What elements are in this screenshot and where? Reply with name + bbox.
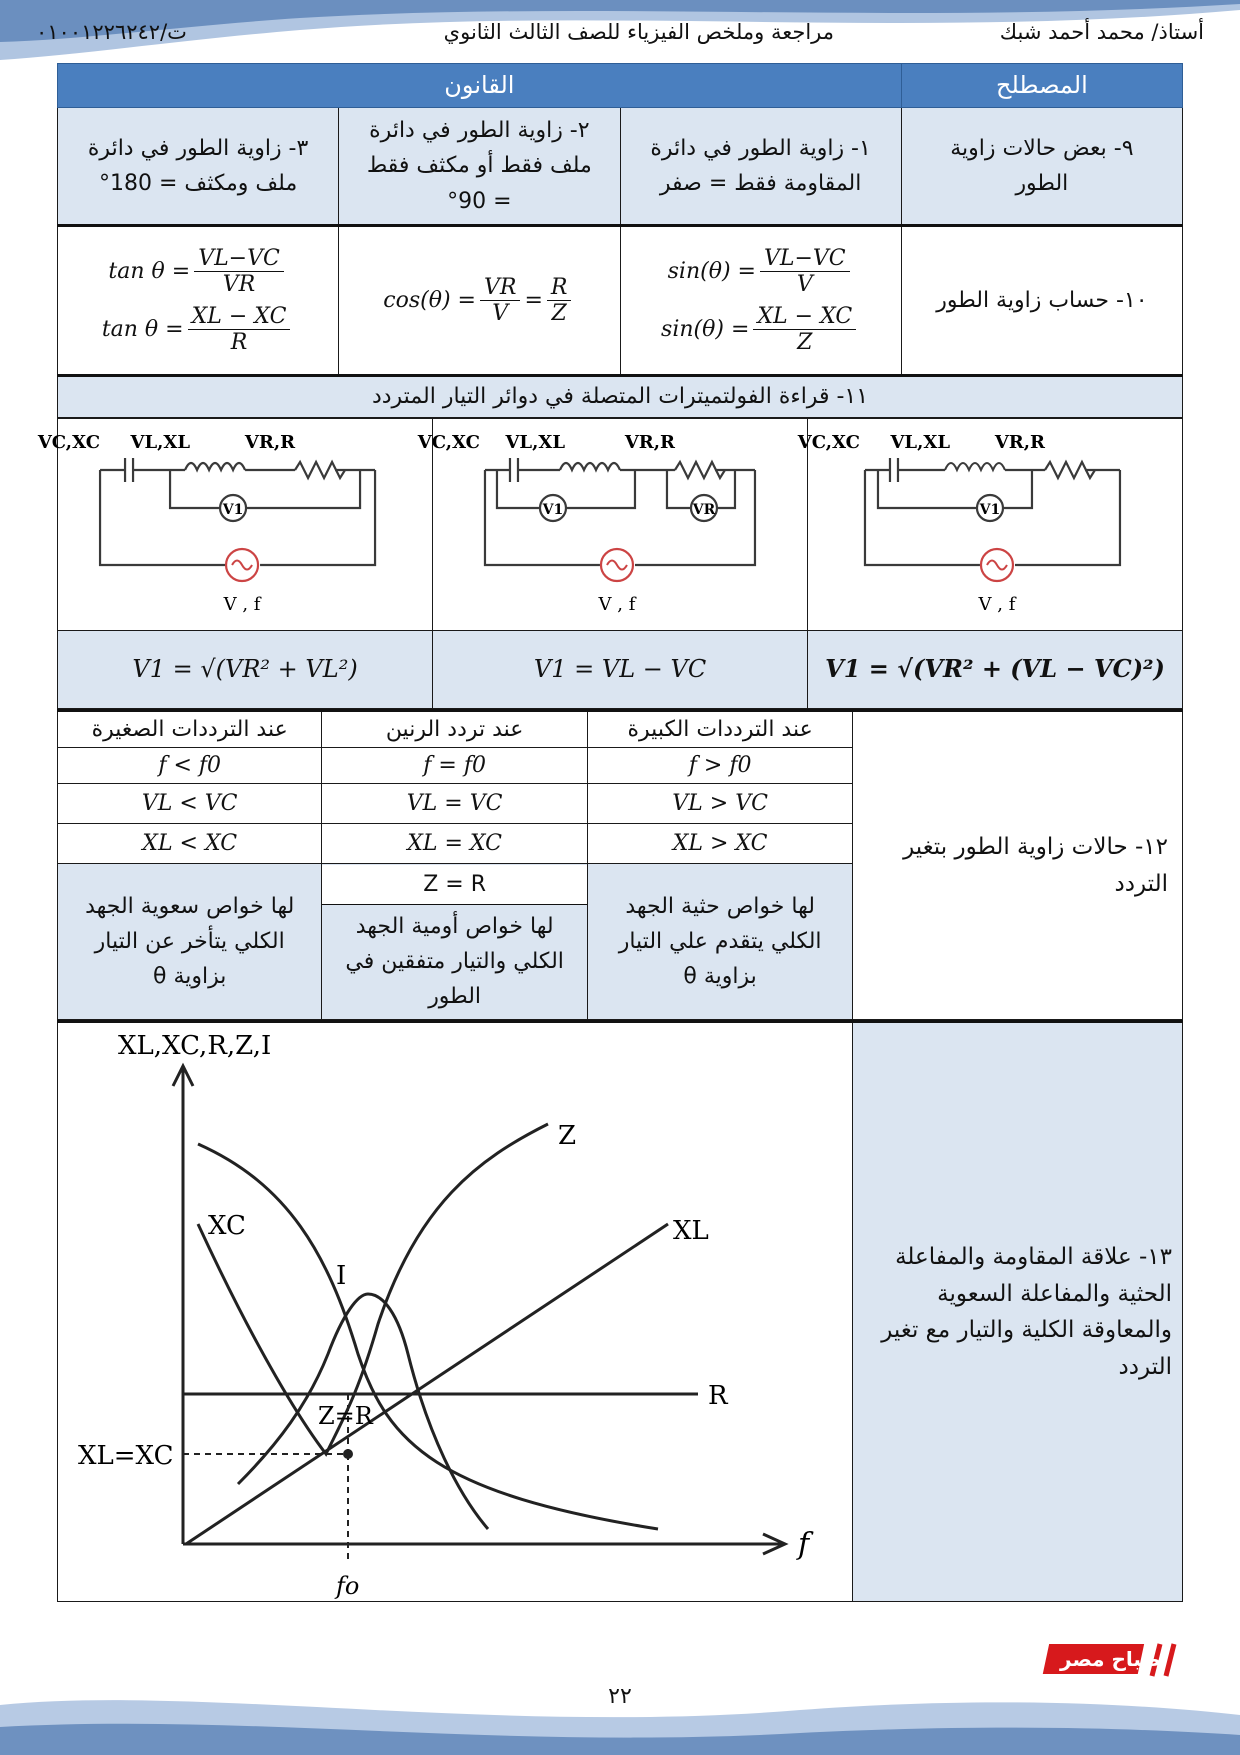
vl-label: VL,XL (505, 431, 566, 453)
low-f-text: f < f0 (158, 753, 222, 779)
v1-eq-left (58, 631, 433, 709)
page-header (36, 14, 1204, 50)
graph-table (57, 1020, 1183, 1602)
bottom-decoration (0, 1665, 1240, 1755)
row11-title: ١١- قراءة الفولتميترات المتصلة في دوائر التيار المتردد (58, 376, 1183, 418)
sin-eq1-num: VL−VC (760, 246, 850, 272)
circuit-left (37, 419, 433, 631)
vr-label: VR,R (994, 431, 1046, 453)
cos-eq-lhs: cos(θ) = (383, 287, 476, 313)
high-freq-v (587, 784, 853, 824)
resonance-x (322, 824, 588, 864)
voltmeter-table (37, 418, 1183, 709)
x-axis-label: f (798, 1527, 810, 1563)
circuit-middle (417, 419, 808, 631)
sin-eq2-num: XL − XC (753, 304, 856, 330)
high-freq-title: عند الترددات الكبيرة (587, 711, 853, 748)
high-freq-properties: لها خواص حثية الجهد الكلي يتقدم علي التيار بزاوية θ (587, 864, 853, 1020)
y-axis-label: XL,XC,R,Z,I (118, 1031, 272, 1062)
summary-table (57, 63, 1183, 418)
row9-case2: ٢- زاوية الطور في دائرة ملف فقط أو مكثف فقط = 90° (339, 108, 620, 226)
resonance-prop-text: لها خواص أومية الجهد الكلي والتيار متفقين في الطور (345, 914, 564, 1010)
f0-label: fo (336, 1572, 360, 1601)
cos-eq: cos(θ) = $\frac{VR}{V}$ = $\frac{R}{Z}$ (383, 275, 575, 327)
cos-formula (339, 226, 620, 376)
row9-term: ٩- بعض حالات زاوية الطور (901, 108, 1182, 226)
frequency-graph (58, 1024, 848, 1600)
vr-label: VR,R (244, 431, 296, 453)
high-x-text: XL > XC (672, 831, 768, 857)
tan-eq2-lhs: tan θ = (101, 316, 184, 342)
sin-formulas (620, 226, 901, 376)
teacher-name: أستاذ/ محمد أحمد شبك (999, 20, 1204, 44)
vl-label: VL,XL (890, 431, 951, 453)
sin-eq1 (668, 246, 854, 298)
low-freq-properties: لها خواص سعوية الجهد الكلي يتأخر عن التيار بزاوية θ (58, 864, 322, 1020)
xc-label: XC (208, 1211, 246, 1242)
v1-eq-left-text: V1 = √(VR² + VL²) (132, 655, 358, 684)
r-label: R (708, 1381, 728, 1412)
vr-meter-label: VR (692, 501, 716, 518)
xl-eq-xc-label: XL=XC (78, 1441, 174, 1472)
source-label: V , f (223, 593, 261, 615)
tan-eq1-num: VL−VC (194, 246, 284, 272)
tan-eq1-den: VR (222, 272, 256, 298)
summary-table-container (37, 63, 1183, 1602)
row12-term: ١٢- حالات زاوية الطور بتغير التردد (853, 711, 1183, 1020)
v1-label: V1 (222, 501, 244, 518)
sin-eq2-den: Z (797, 329, 813, 355)
resonance-z-eq: Z = R (322, 865, 587, 905)
vr-label: VR,R (624, 431, 676, 453)
vc-label: VC,XC (417, 431, 481, 453)
tan-eq1 (108, 246, 287, 298)
source-label: V , f (598, 593, 636, 615)
intersection-point (343, 1449, 353, 1459)
header-title: مراجعة وملخص الفيزياء للصف الثالث الثانوي (443, 20, 834, 44)
low-freq-title: عند الترددات الصغيرة (58, 711, 322, 748)
z-label: Z (558, 1121, 577, 1152)
vc-label: VC,XC (797, 431, 861, 453)
low-freq-x (58, 824, 322, 864)
sin-eq1-den: V (796, 272, 813, 298)
sin-eq2 (661, 304, 860, 356)
vl-label: VL,XL (130, 431, 191, 453)
low-x-text: XL < XC (142, 831, 238, 857)
column-header-law: القانون (58, 64, 902, 108)
v1-eq-right-text: V1 = √(VR² + (VL − VC)²) (825, 654, 1165, 684)
tan-eq1-lhs: tan θ = (108, 258, 191, 284)
low-v-text: VL < VC (141, 791, 238, 817)
circuit-diagram-middle (417, 420, 807, 630)
xl-label: XL (673, 1216, 709, 1247)
xc-curve (198, 1144, 658, 1529)
z-eq-r-label: Z=R (318, 1402, 373, 1431)
cos-den2: Z (551, 301, 567, 326)
circuit-diagram-right (797, 420, 1182, 630)
row13-term: ١٣- علاقة المقاومة والمفاعلة الحثية والمفاعلة السعوية والمعاوقة الكلية والتيار مع تغير التردد (853, 1022, 1183, 1602)
tan-eq2-den: R (230, 329, 248, 355)
row10-term: ١٠- حساب زاوية الطور (901, 226, 1182, 376)
v1-label: V1 (542, 501, 564, 518)
circuit-diagram-left (37, 420, 432, 630)
logo-text: صباح مصر (1060, 1647, 1161, 1671)
high-freq-x (587, 824, 853, 864)
tan-eq2 (102, 304, 295, 356)
frequency-cases-table (57, 709, 1183, 1020)
v1-eq-middle (433, 631, 808, 709)
page-number: ٢٢ (608, 1684, 632, 1709)
resonance-v (322, 784, 588, 824)
row9-case3: ٣- زاوية الطور في دائرة ملف ومكثف = 180° (58, 108, 339, 226)
v1-eq-middle-text: V1 = VL − VC (533, 655, 707, 684)
graph-cell (58, 1022, 853, 1602)
high-freq-f (587, 748, 853, 784)
i-label: I (336, 1261, 347, 1292)
res-v-text: VL = VC (406, 791, 503, 817)
res-f-text: f = f0 (423, 753, 486, 779)
resonance-f (322, 748, 588, 784)
sin-eq1-lhs: sin(θ) = (667, 258, 756, 284)
cos-num1: VR (480, 275, 520, 301)
high-v-text: VL > VC (672, 791, 768, 817)
resonance-properties (322, 864, 588, 1020)
res-x-text: XL = XC (407, 831, 503, 857)
cos-den1: V (492, 301, 509, 326)
sin-eq2-lhs: sin(θ) = (661, 316, 750, 342)
tan-eq2-num: XL − XC (188, 304, 291, 330)
resonance-title: عند تردد الرنين (322, 711, 588, 748)
xl-line (186, 1224, 668, 1544)
low-freq-v (58, 784, 322, 824)
v1-label: V1 (979, 501, 1001, 518)
circuit-right (797, 419, 1183, 631)
row9-case1: ١- زاوية الطور في دائرة المقاومة فقط = صفر (620, 108, 901, 226)
vc-label: VC,XC (37, 431, 101, 453)
tan-formulas (58, 226, 339, 376)
phone-number: ت/٠١٠٠١٢٢٦٢٤٢ (36, 20, 187, 44)
column-header-term: المصطلح (901, 64, 1182, 108)
cos-num2: R (547, 275, 572, 301)
high-f-text: f > f0 (688, 753, 752, 779)
source-label: V , f (978, 593, 1016, 615)
v1-eq-right (808, 631, 1183, 709)
low-freq-f (58, 748, 322, 784)
